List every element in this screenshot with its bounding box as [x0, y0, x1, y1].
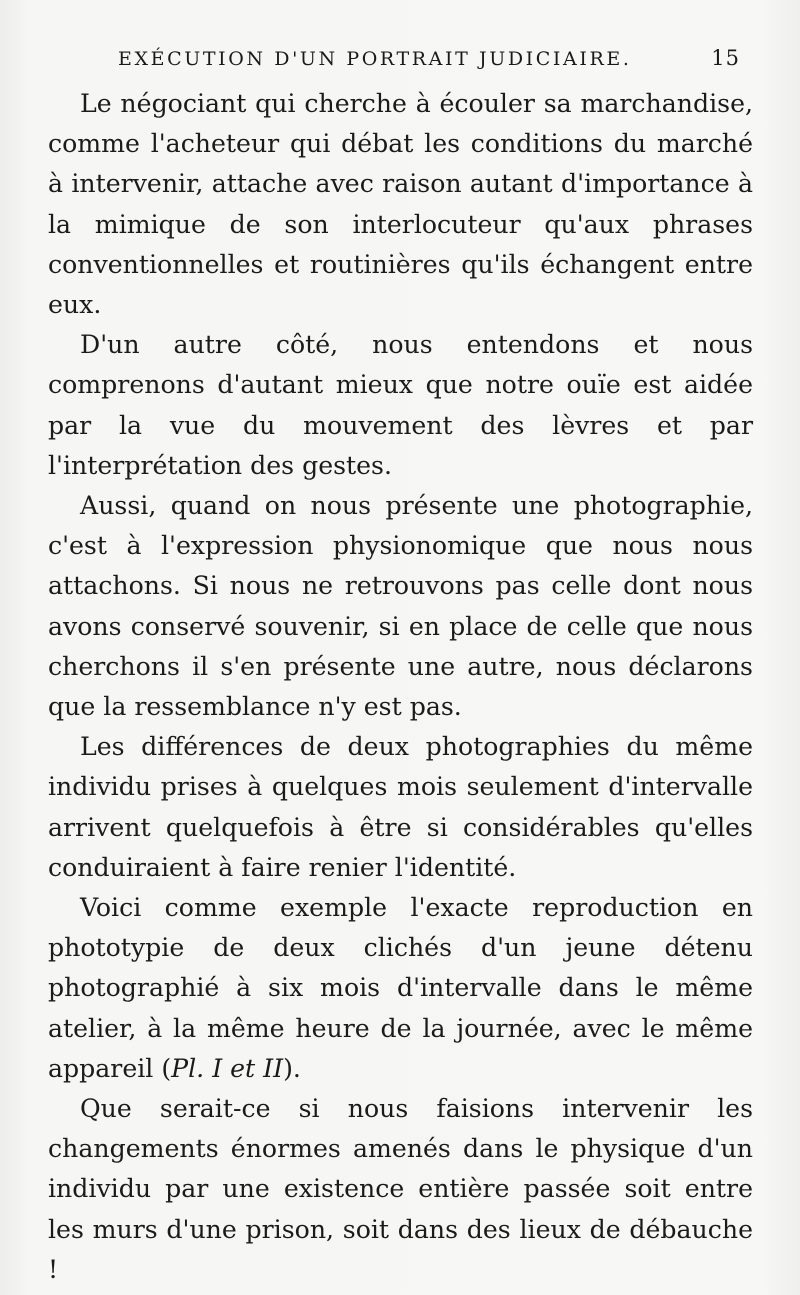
paragraph: Que serait-ce si nous faisions intervenir les changements énormes amenés dans le physique d'un individu par une existence entière passée soit entre les murs d'une prison, soit dans des lieux de débauche ! [48, 1094, 753, 1284]
body-text [48, 84, 753, 1290]
paragraph [48, 888, 753, 1089]
page-number: 15 [711, 46, 740, 70]
paragraph-text: ). [283, 1053, 301, 1083]
plate-reference: Pl. I et II [171, 1053, 284, 1083]
paragraph: Les différences de deux photographies du même individu prises à quelques mois seulement d'intervalle arrivent quelquefois à être si considérables qu'elles conduiraient à faire renier l'identité. [48, 732, 753, 882]
paragraph-text: Voici comme exemple l'exacte reproduction en phototypie de deux clichés d'un jeune détenu photographié à six mois d'intervalle dans le même atelier, à la même heure de la journée, avec le même appareil ( [48, 893, 753, 1083]
paragraph: Le négociant qui cherche à écouler sa marchandise, comme l'acheteur qui débat les conditions du marché à intervenir, attache avec raison autant d'importance à la mimique de son interlocuteur qu'aux phrases conventionnelles et routinières qu'ils échangent entre eux. [48, 89, 753, 320]
running-head [100, 44, 740, 76]
paragraph: D'un autre côté, nous entendons et nous comprenons d'autant mieux que notre ouïe est aidée par la vue du mouvement des lèvres et par l'interprétation des gestes. [48, 330, 753, 480]
paragraph: Aussi, quand on nous présente une photographie, c'est à l'expression physionomique que nous nous attachons. Si nous ne retrouvons pas celle dont nous avons conservé souvenir, si en place de celle que nous cherchons il s'en présente une autre, nous déclarons que la ressemblance n'y est pas. [48, 491, 753, 722]
running-title: EXÉCUTION D'UN PORTRAIT JUDICIAIRE. [118, 48, 632, 70]
